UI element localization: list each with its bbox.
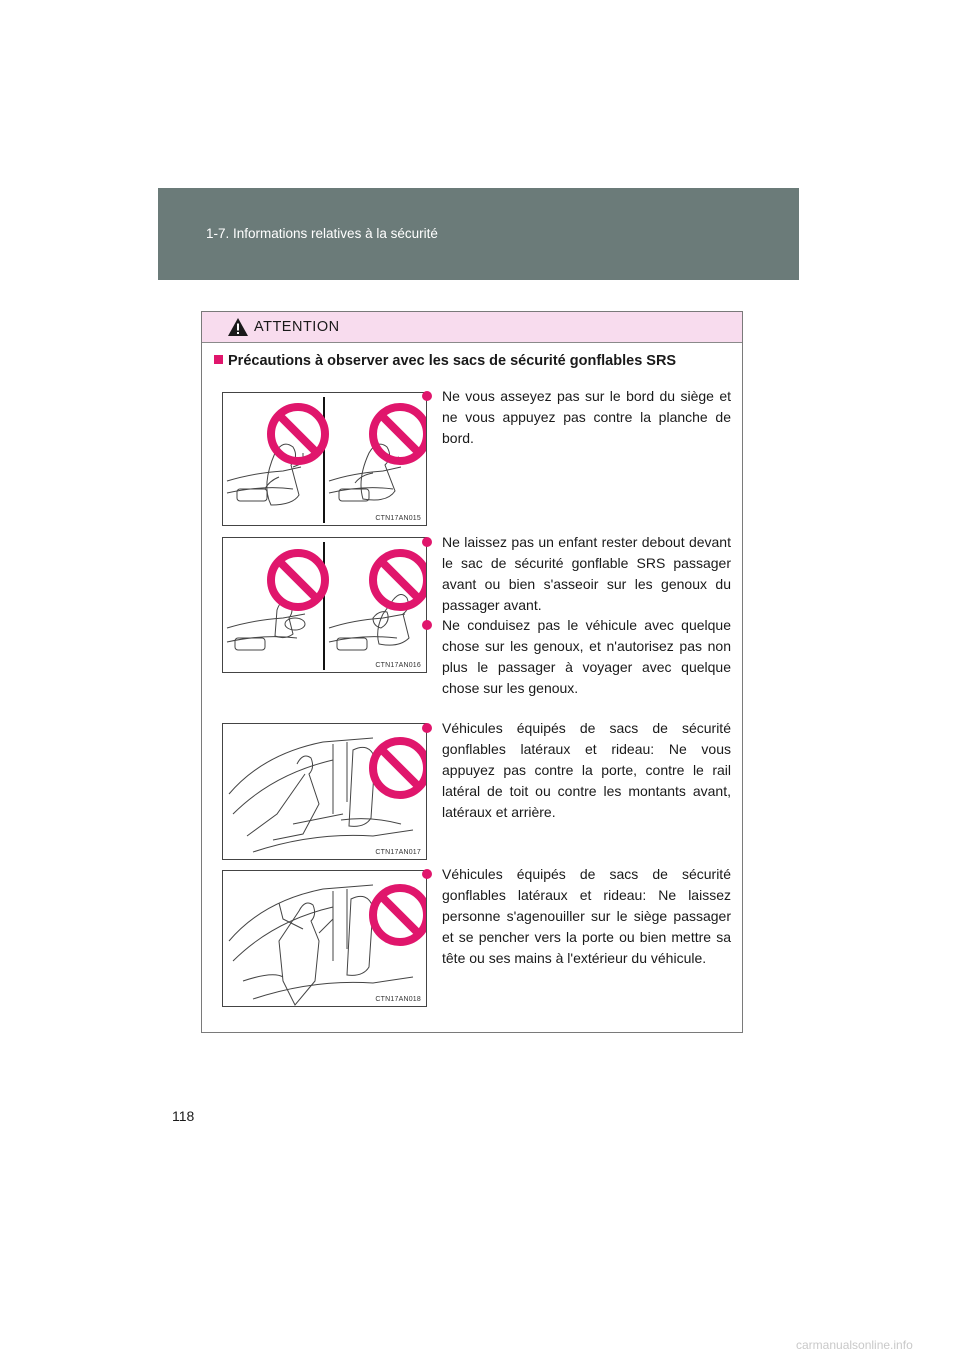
bullet-text: Véhicules équipés de sacs de sécurité gonflables latéraux et rideau: Ne laissez personne s'agenouiller sur le siège passager et se pencher vers la porte ou bien mettre sa tête ou ses mains à l'extérieur du véhicule.: [442, 866, 731, 966]
warning-box: [201, 311, 743, 1033]
prohibition-icon: [271, 407, 325, 461]
figure-1: [222, 392, 427, 526]
page-number: 118: [172, 1108, 195, 1124]
prohibition-icon: [373, 407, 426, 461]
prohibition-icon: [373, 553, 426, 607]
warning-header: [202, 312, 742, 343]
section-title: 1-7. Informations relatives à la sécurité: [206, 226, 438, 241]
bullet-dot-icon: [422, 391, 432, 401]
subheading-text: Précautions à observer avec les sacs de sécurité gonflables SRS: [228, 353, 677, 369]
figure-code: CTN17AN015: [375, 515, 421, 522]
prohibition-icon: [373, 888, 426, 942]
bullet-item-2: [436, 532, 731, 616]
figure-2: [222, 537, 427, 673]
figure-2-illustration: [223, 538, 426, 672]
square-bullet-icon: [214, 355, 223, 364]
figure-3: [222, 723, 427, 860]
figure-1-illustration: [223, 393, 426, 525]
watermark: carmanualsonline.info: [796, 1338, 913, 1352]
bullet-dot-icon: [422, 537, 432, 547]
figure-3-illustration: [223, 724, 426, 859]
warning-triangle-icon: [227, 317, 249, 337]
bullet-text: Ne vous asseyez pas sur le bord du siège et ne vous appuyez pas contre la planche de bord.: [442, 388, 731, 446]
bullet-text: Ne laissez pas un enfant rester debout devant le sac de sécurité gonflable SRS passager avant ou bien s'asseoir sur les genoux du passager avant.: [442, 534, 731, 613]
figure-code: CTN17AN017: [375, 849, 421, 856]
bullet-item-1: [436, 386, 731, 449]
prohibition-icon: [271, 553, 325, 607]
prohibition-icon: [373, 741, 426, 795]
warning-title: ATTENTION: [254, 319, 340, 335]
warning-subheading: [214, 353, 676, 369]
bullet-dot-icon: [422, 869, 432, 879]
bullet-text: Véhicules équipés de sacs de sécurité gonflables latéraux et rideau: Ne vous appuyez pas contre la porte, contre le rail latéral de toit ou contre les montants avant, latéraux et arrière.: [442, 720, 731, 820]
figure-4: [222, 870, 427, 1007]
figure-code: CTN17AN016: [375, 662, 421, 669]
bullet-dot-icon: [422, 620, 432, 630]
bullet-item-5: [436, 864, 731, 969]
bullet-item-3: [436, 615, 731, 699]
bullet-item-4: [436, 718, 731, 823]
bullet-dot-icon: [422, 723, 432, 733]
bullet-text: Ne conduisez pas le véhicule avec quelque chose sur les genoux, et n'autorisez pas non plus le passager à voyager avec quelque chose sur les genoux.: [442, 617, 731, 696]
figure-code: CTN17AN018: [375, 996, 421, 1003]
figure-4-illustration: [223, 871, 426, 1006]
